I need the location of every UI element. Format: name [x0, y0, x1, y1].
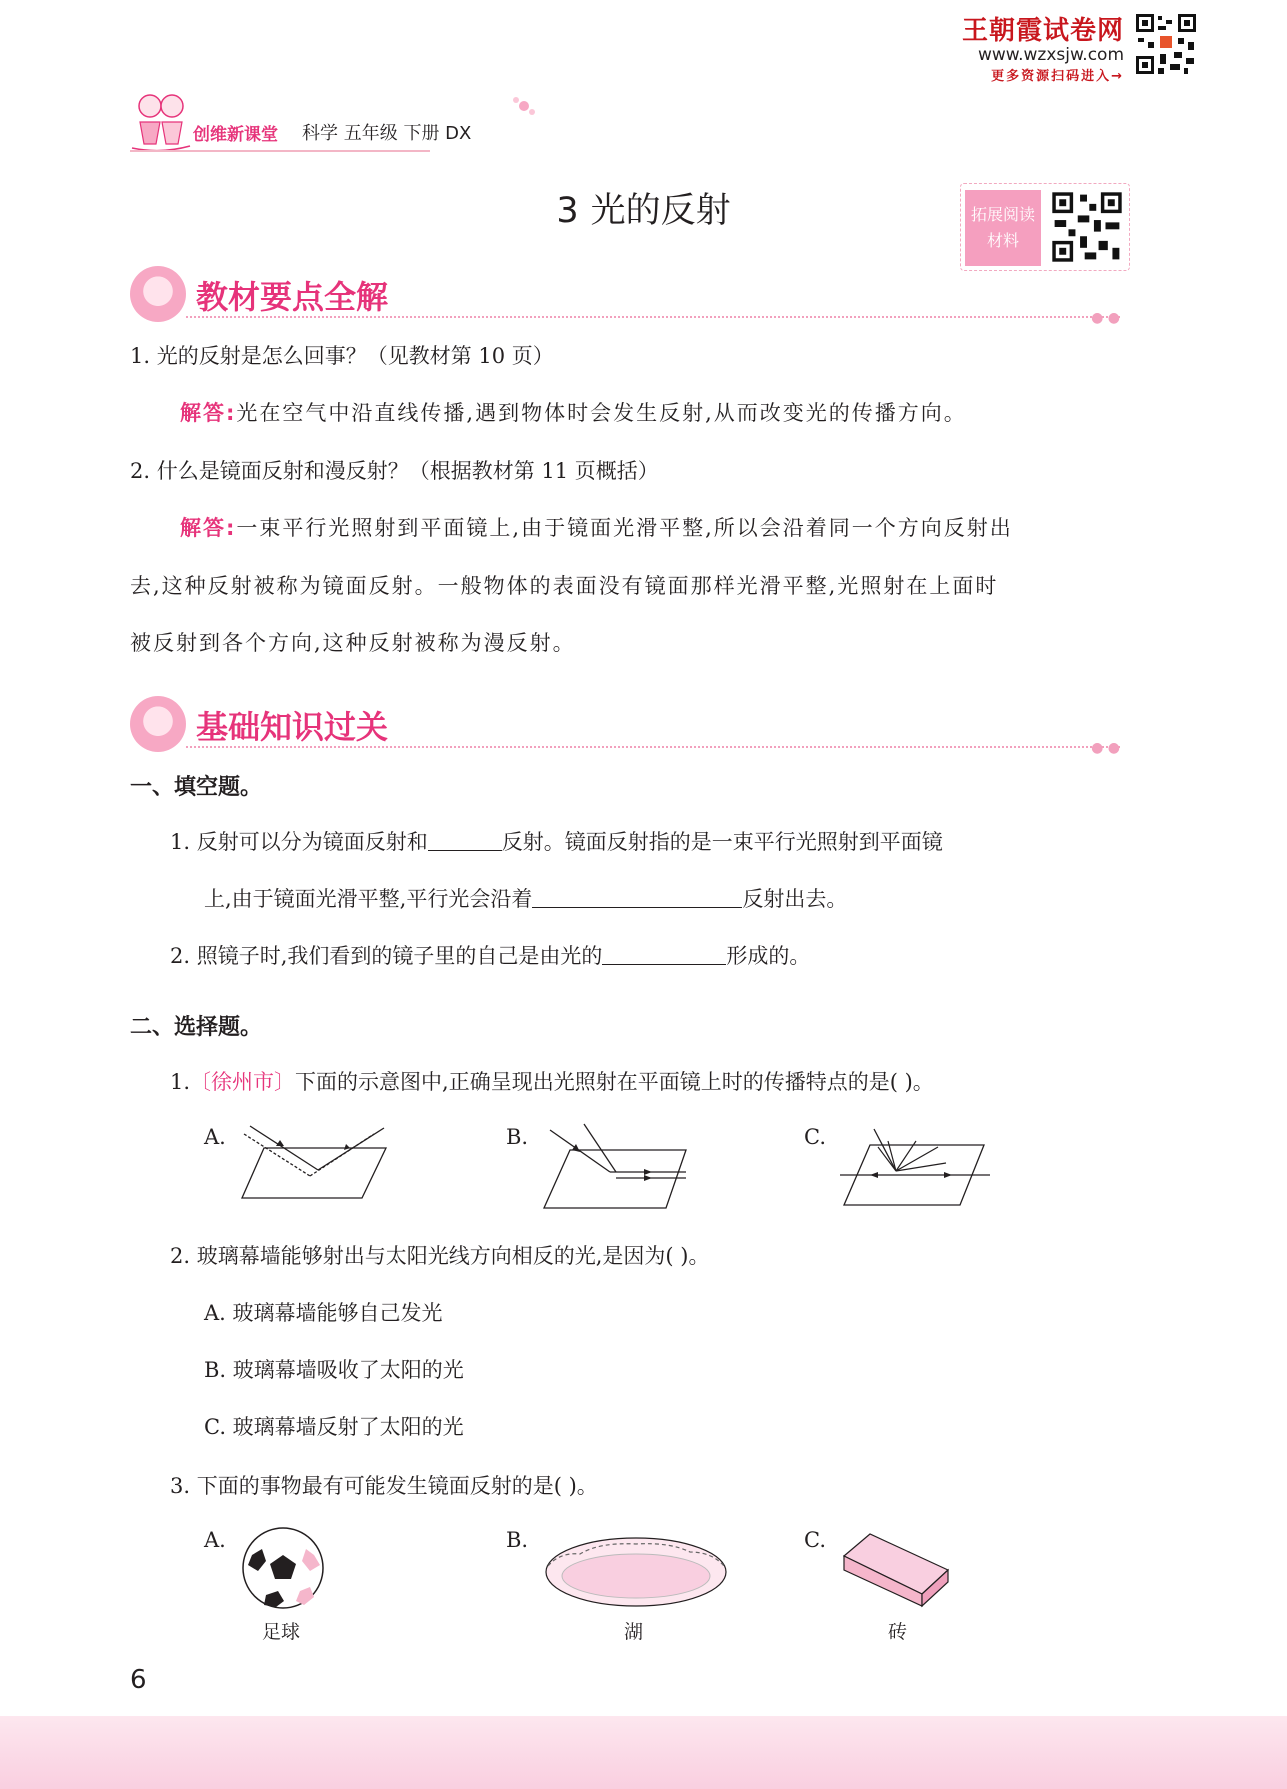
choice-heading: 二、选择题。	[130, 1015, 263, 1040]
answer-blank[interactable]	[602, 944, 726, 965]
key-answer-1	[180, 397, 967, 427]
section-header-basic-knowledge	[130, 696, 1120, 756]
extended-reading-qr-code-icon[interactable]	[1050, 190, 1124, 264]
section-dots-icon: ● ●	[1091, 310, 1120, 326]
brand-tagline: 更多资源扫码进入→	[991, 69, 1125, 84]
choice-question-1	[170, 1066, 934, 1096]
answer-label: 解答:	[180, 516, 237, 540]
decoration-flower-icon	[510, 92, 538, 120]
footer-band	[0, 1716, 1287, 1789]
answer-text: 一束平行光照射到平面镜上,由于镜面光滑平整,所以会沿着同一个方向反射出	[236, 516, 1013, 540]
fill-question-2	[170, 940, 810, 970]
answer-text: 光在空气中沿直线传播,遇到物体时会发生反射,从而改变光的传播方向。	[236, 401, 967, 425]
key-question-2: 2. 什么是镜面反射和漫反射？（根据教材第 11 页概括）	[130, 459, 659, 483]
section-dots-icon: ● ●	[1091, 740, 1120, 756]
option-caption-brick: 砖	[888, 1621, 908, 1643]
answer-blank[interactable]	[532, 887, 742, 908]
question-text: 形成的。	[726, 944, 811, 968]
soccer-ball-icon	[240, 1525, 326, 1611]
section-title: 基础知识过关	[196, 708, 389, 746]
brand-block	[962, 10, 1124, 84]
choice-1-option-c-label[interactable]: C.	[804, 1125, 826, 1149]
section-title: 教材要点全解	[196, 278, 389, 316]
fill-blank-heading: 一、填空题。	[130, 775, 263, 800]
question-text: 1. 反射可以分为镜面反射和	[170, 830, 428, 854]
question-number: 1.	[170, 1070, 191, 1094]
question-text: 下面的示意图中,正确呈现出光照射在平面镜上时的传播特点的是( )。	[295, 1070, 934, 1094]
option-b-refraction-diagram	[540, 1120, 690, 1210]
lake-icon	[540, 1532, 732, 1612]
section-divider	[186, 316, 1120, 318]
option-c-diffuse-diagram	[840, 1125, 1000, 1211]
answer-blank[interactable]	[428, 830, 502, 851]
option-caption-soccer-ball: 足球	[262, 1621, 301, 1643]
question-text: 反射。镜面反射指的是一束平行光照射到平面镜	[501, 830, 943, 854]
question-text: 上,由于镜面光滑平整,平行光会沿着	[204, 887, 533, 911]
section-avatar-icon	[130, 696, 186, 752]
question-text: 反射出去。	[742, 887, 848, 911]
section-header-key-points	[130, 266, 1120, 326]
fill-question-1-line2	[204, 883, 847, 913]
brick-icon	[840, 1530, 952, 1610]
extended-reading-label-line2: 材料	[986, 231, 1019, 250]
brand-url[interactable]: www.wzxsjw.com	[977, 45, 1125, 65]
kids-mascot-icon	[128, 88, 194, 154]
brand-name: 王朝霞试卷网	[962, 16, 1125, 46]
city-tag: 〔徐州市〕	[190, 1070, 296, 1094]
extended-reading-label[interactable]	[965, 190, 1041, 266]
choice-1-option-a-label[interactable]: A.	[204, 1125, 226, 1149]
answer-label: 解答:	[180, 401, 237, 425]
fill-question-1-line1	[170, 826, 943, 856]
question-text: 2. 照镜子时,我们看到的镜子里的自己是由光的	[170, 944, 603, 968]
option-caption-lake: 湖	[624, 1621, 644, 1643]
choice-2-option-a[interactable]: A. 玻璃幕墙能够自己发光	[204, 1301, 443, 1325]
book-info: 科学 五年级 下册 DX	[302, 123, 472, 144]
choice-1-option-b-label[interactable]: B.	[506, 1125, 529, 1149]
section-avatar-icon	[130, 266, 186, 322]
header-divider	[130, 150, 430, 152]
choice-question-3: 3. 下面的事物最有可能发生镜面反射的是( )。	[170, 1474, 598, 1498]
option-a-reflection-diagram	[240, 1120, 390, 1200]
choice-3-option-b-label[interactable]: B.	[506, 1528, 529, 1552]
key-question-1: 1. 光的反射是怎么回事？（见教材第 10 页）	[130, 344, 554, 368]
choice-3-option-c-label[interactable]: C.	[804, 1528, 826, 1552]
series-name: 创维新课堂	[193, 125, 278, 145]
lesson-number: 3	[556, 191, 579, 231]
choice-question-2: 2. 玻璃幕墙能够射出与太阳光线方向相反的光,是因为( )。	[170, 1244, 710, 1268]
key-answer-2-line2: 去,这种反射被称为镜面反射。一般物体的表面没有镜面那样光滑平整,光照射在上面时	[130, 574, 999, 598]
choice-3-option-a-label[interactable]: A.	[204, 1528, 226, 1552]
choice-2-option-b[interactable]: B. 玻璃幕墙吸收了太阳的光	[204, 1358, 464, 1382]
key-answer-2-line1	[180, 512, 1013, 542]
lesson-title-text: 光的反射	[590, 191, 731, 231]
page-number: 6	[130, 1665, 147, 1695]
choice-2-option-c[interactable]: C. 玻璃幕墙反射了太阳的光	[204, 1415, 464, 1439]
extended-reading-label-line1: 拓展阅读	[970, 205, 1035, 224]
key-answer-2-line3: 被反射到各个方向,这种反射被称为漫反射。	[130, 631, 576, 655]
section-divider	[186, 746, 1120, 748]
brand-qr-code-icon[interactable]	[1134, 12, 1198, 76]
